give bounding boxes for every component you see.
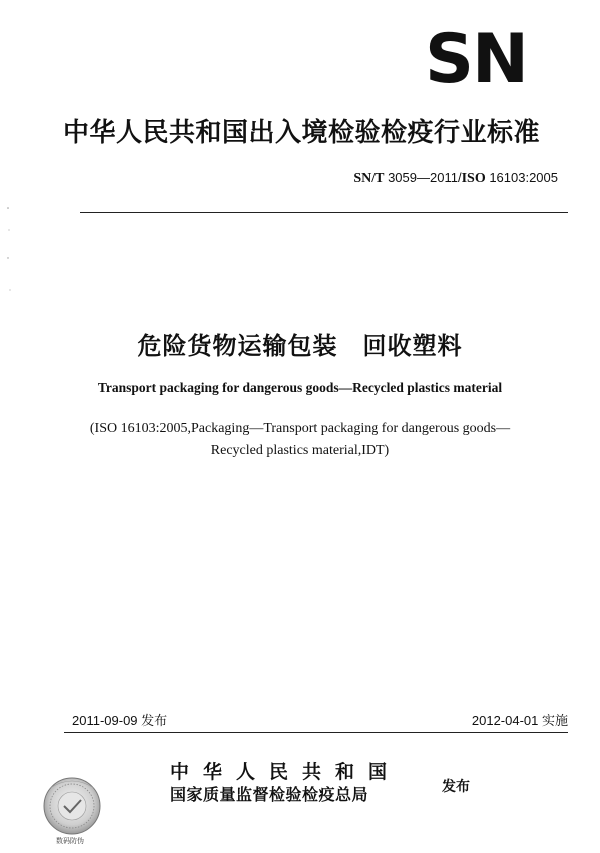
scan-specks	[6, 200, 12, 320]
issuer-country: 中华人民共和国	[170, 761, 402, 783]
standard-number-iso-prefix: ISO	[461, 171, 486, 186]
implementation-date: 2012-04-01 实施	[471, 713, 568, 728]
anti-counterfeit-seal	[40, 776, 104, 840]
seal-icon	[40, 776, 104, 840]
equivalence-line-2: Recycled plastics material,IDT)	[210, 443, 390, 458]
standard-number-iso: 16103:2005	[485, 170, 558, 185]
equivalence-line-1: (ISO 16103:2005,Packaging—Transport packaging for dangerous goods—	[89, 421, 511, 436]
international-equivalence	[0, 418, 600, 462]
issuer-agency: 国家质量监督检验检疫总局	[170, 785, 369, 804]
sn-logo	[420, 26, 532, 90]
issue-date: 2011-09-09 发布	[72, 713, 168, 728]
standard-number-prefix: SN/T	[353, 171, 385, 186]
title-chinese: 危险货物运输包装 回收塑料	[137, 332, 463, 360]
issuer-suffix: 发布	[442, 779, 470, 795]
sn-logo-graphic	[420, 26, 532, 90]
top-divider	[80, 212, 568, 213]
standard-number-main: 3059—2011/	[384, 170, 462, 185]
bottom-divider	[64, 732, 568, 733]
seal-caption: 数码防伪	[56, 837, 84, 845]
issuing-authority-header: 中华人民共和国出入境检验检疫行业标准	[63, 118, 541, 148]
sn-logo-text: SN	[425, 26, 527, 90]
title-english: Transport packaging for dangerous goods—Recycled plastics material	[97, 380, 503, 395]
standard-number	[353, 170, 558, 187]
issuing-organization	[170, 760, 432, 806]
